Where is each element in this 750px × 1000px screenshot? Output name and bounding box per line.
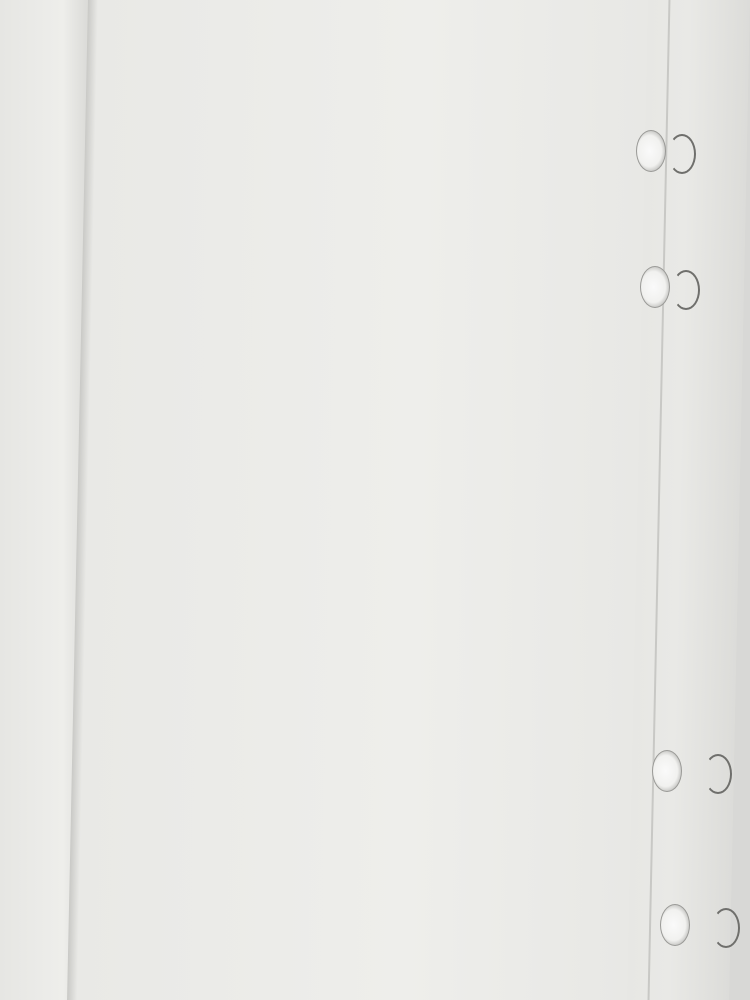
main-column-text — [80, 0, 566, 1000]
binder-hole-2 — [640, 266, 670, 308]
binder-ring-1 — [668, 134, 696, 174]
binder-ring-2 — [672, 270, 700, 310]
binder-hole-1 — [636, 130, 666, 172]
left-column-text — [0, 0, 84, 1000]
binder-hole-3 — [652, 750, 682, 792]
binder-ring-3 — [704, 754, 732, 794]
binder-hole-4 — [660, 904, 690, 946]
binder-ring-4 — [712, 908, 740, 948]
